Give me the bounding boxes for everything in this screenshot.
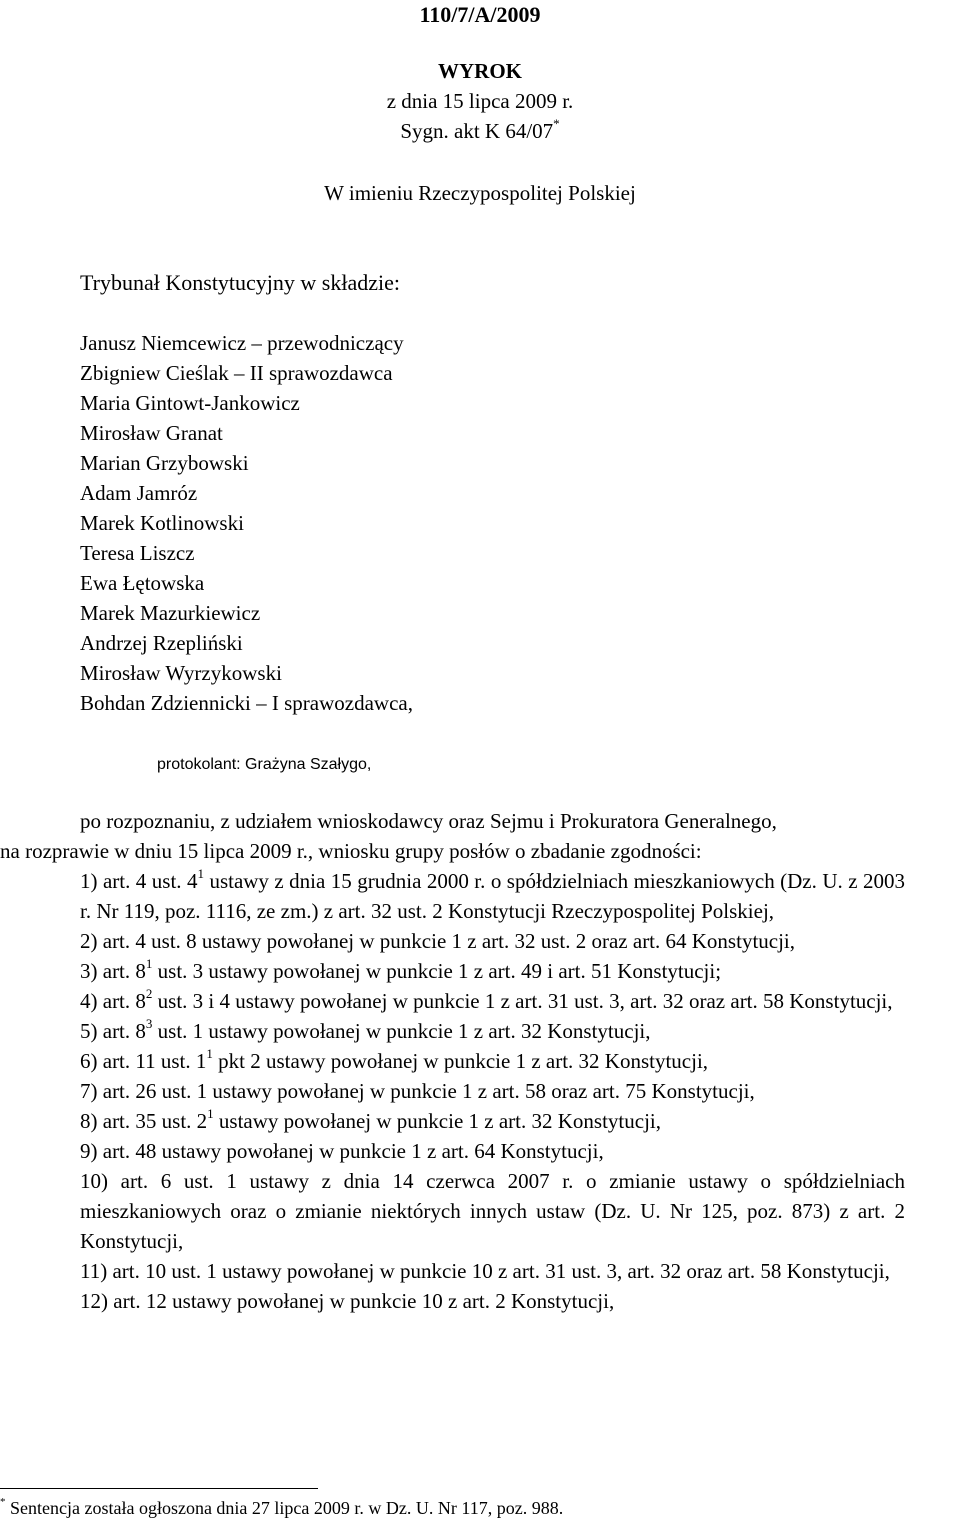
- provision-text: 4) art. 8: [80, 989, 146, 1013]
- provision-text: 6) art. 11 ust. 1: [80, 1049, 207, 1073]
- judge-name: Mirosław Wyrzykowski: [80, 661, 282, 685]
- provision-text: 12) art. 12 ustawy powołanej w punkcie 10 z art. 2 Konstytucji,: [80, 1289, 615, 1313]
- provision-text: pkt 2 ustawy powołanej w punkcie 1 z art. 32 Konstytucji,: [212, 1049, 709, 1073]
- judge-name: Janusz Niemcewicz – przewodniczący: [80, 331, 404, 355]
- provision-text: 10) art. 6 ust. 1 ustawy z dnia 14 czerwca 2007 r. o zmianie ustawy o spółdzielniach mieszkaniowych oraz o zmianie niektórych innych ustaw (Dz. U. Nr 125, poz. 873) z art. 2 Konstytucji,: [80, 1169, 905, 1253]
- proceedings-intro: [0, 806, 960, 866]
- provision-text: 5) art. 8: [80, 1019, 146, 1043]
- superscript-index: 2: [145, 986, 153, 1001]
- provision-text: ust. 3 ustawy powołanej w punkcie 1 z art. 49 i art. 51 Konstytucji;: [152, 959, 722, 983]
- judge-name: Ewa Łętowska: [80, 571, 205, 595]
- provision-item: [80, 1076, 905, 1106]
- intro-line: po rozpoznaniu, z udziałem wnioskodawcy oraz Sejmu i Prokuratora Generalnego,: [80, 809, 777, 833]
- provision-text: 3) art. 8: [80, 959, 146, 983]
- judge-name: Marek Mazurkiewicz: [80, 601, 261, 625]
- judge-name: Marek Kotlinowski: [80, 511, 244, 535]
- provision-text: 9) art. 48 ustawy powołanej w punkcie 1 z art. 64 Konstytucji,: [80, 1139, 604, 1163]
- provision-text: 11) art. 10 ust. 1 ustawy powołanej w punkcie 10 z art. 31 ust. 3, art. 32 oraz art. 58 Konstytucji,: [80, 1259, 890, 1283]
- judgment-title: WYROK: [438, 59, 522, 83]
- footnote: [0, 1496, 563, 1520]
- footnote-marker: *: [553, 116, 560, 131]
- judge-name: Bohdan Zdziennicki – I sprawozdawca,: [80, 691, 413, 715]
- judge-name: Maria Gintowt-Jankowicz: [80, 391, 300, 415]
- superscript-index: 1: [145, 956, 153, 971]
- superscript-index: 1: [197, 866, 204, 881]
- superscript-index: 1: [206, 1046, 213, 1061]
- judge-name: Adam Jamróz: [80, 481, 198, 505]
- provision-item: [80, 866, 905, 926]
- footnote-marker: *: [0, 1496, 6, 1508]
- provision-item: [80, 1256, 905, 1286]
- judge-name: Mirosław Granat: [80, 421, 223, 445]
- provision-text: 7) art. 26 ust. 1 ustawy powołanej w punkcie 1 z art. 58 oraz art. 75 Konstytucji,: [80, 1079, 755, 1103]
- provision-item: [80, 926, 905, 956]
- provision-text: ust. 3 i 4 ustawy powołanej w punkcie 1 z art. 31 ust. 3, art. 32 oraz art. 58 Konstytucji,: [152, 989, 893, 1013]
- court-reporter: protokolant: Grażyna Szałygo,: [157, 756, 372, 773]
- in-the-name-line: W imieniu Rzeczypospolitej Polskiej: [324, 181, 636, 205]
- judge-name: Andrzej Rzepliński: [80, 631, 243, 655]
- judge-name: Zbigniew Cieślak – II sprawozdawca: [80, 361, 393, 385]
- provision-text: ust. 1 ustawy powołanej w punkcie 1 z art. 32 Konstytucji,: [152, 1019, 651, 1043]
- challenged-provisions-list: [80, 866, 905, 1316]
- case-signature-text: Sygn. akt K 64/07: [400, 119, 554, 143]
- intro-line: na rozprawie w dniu 15 lipca 2009 r., wniosku grupy posłów o zbadanie zgodności:: [0, 839, 702, 863]
- provision-item: [80, 1106, 905, 1136]
- provision-text: 2) art. 4 ust. 8 ustawy powołanej w punkcie 1 z art. 32 ust. 2 oraz art. 64 Konstytucji,: [80, 929, 796, 953]
- provision-item: [80, 1166, 905, 1256]
- provision-item: [80, 986, 905, 1016]
- provision-item: [80, 1046, 905, 1076]
- provision-text: ustawy z dnia 15 grudnia 2000 r. o spółdzielniach mieszkaniowych (Dz. U. z 2003 r. Nr 119, poz. 1116, ze zm.) z art. 32 ust. 2 Konstytucji Rzeczypospolitej Polskiej,: [80, 869, 905, 923]
- footnote-text: Sentencja została ogłoszona dnia 27 lipca 2009 r. w Dz. U. Nr 117, poz. 988.: [5, 1498, 564, 1518]
- case-number: 110/7/A/2009: [419, 2, 541, 27]
- composition-title: Trybunał Konstytucyjny w składzie:: [80, 270, 400, 295]
- superscript-index: 1: [207, 1106, 214, 1121]
- judges-list: [80, 328, 413, 718]
- provision-item: [80, 956, 905, 986]
- provision-item: [80, 1286, 905, 1316]
- case-signature: [0, 116, 960, 146]
- provision-text: ustawy powołanej w punkcie 1 z art. 32 Konstytucji,: [213, 1109, 661, 1133]
- superscript-index: 3: [145, 1016, 153, 1031]
- footnote-divider: [0, 1488, 318, 1489]
- provision-item: [80, 1136, 905, 1166]
- judge-name: Marian Grzybowski: [80, 451, 249, 475]
- judgment-date: z dnia 15 lipca 2009 r.: [386, 89, 574, 113]
- provision-text: 1) art. 4 ust. 4: [80, 869, 198, 893]
- provision-text: 8) art. 35 ust. 2: [80, 1109, 208, 1133]
- provision-item: [80, 1016, 905, 1046]
- judge-name: Teresa Liszcz: [80, 541, 195, 565]
